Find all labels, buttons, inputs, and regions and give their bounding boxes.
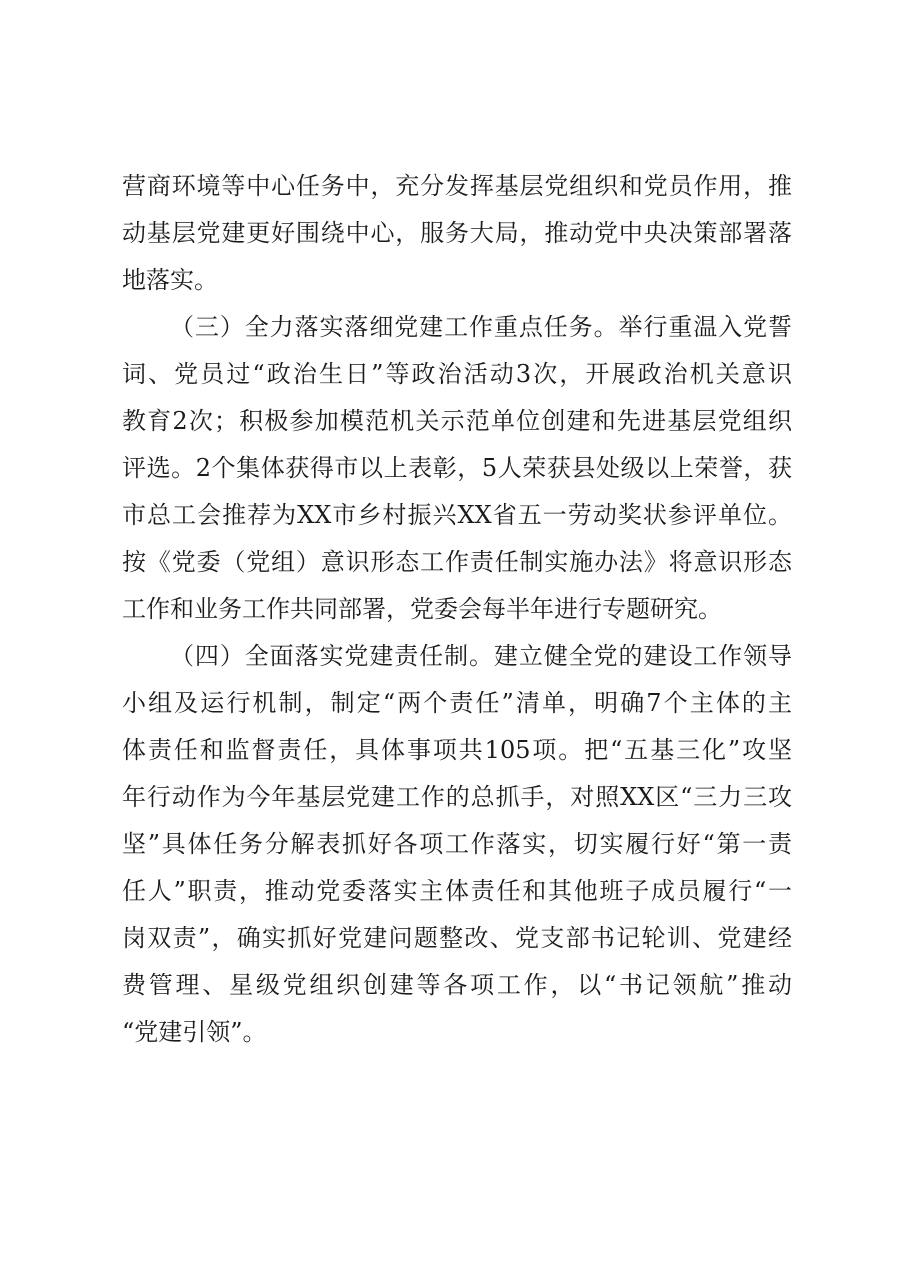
paragraph-1-line-3: 地落实。	[122, 266, 218, 294]
paragraph-3-line-7: 岗双责”，确实抓好党建问题整改、党支部书记轮训、党建经	[122, 924, 792, 952]
paragraph-3-line-5: 坚”具体任务分解表抓好各项工作落实，切实履行好“第一责	[122, 830, 792, 858]
paragraph-3-line-6: 任人”职责，推动党委落实主体责任和其他班子成员履行“一	[122, 877, 792, 905]
paragraph-2-line-7: 工作和业务工作共同部署，党委会每半年进行专题研究。	[122, 595, 722, 623]
document-body	[122, 163, 792, 1056]
paragraph-2-line-6: 按《党委（党组）意识形态工作责任制实施办法》将意识形态	[122, 548, 792, 576]
paragraph-2-line-2: 词、党员过“政治生日”等政治活动3次，开展政治机关意识	[122, 360, 792, 388]
paragraph-2-line-1: （三）全力落实落细党建工作重点任务。举行重温入党誓	[170, 313, 792, 341]
paragraph-3-line-1: （四）全面落实党建责任制。建立健全党的建设工作领导	[170, 642, 792, 670]
paragraph-3-line-9: “党建引领”。	[122, 1018, 267, 1046]
paragraph-1-line-1: 营商环境等中心任务中，充分发挥基层党组织和党员作用，推	[122, 172, 792, 200]
paragraph-3-line-8: 费管理、星级党组织创建等各项工作，以“书记领航”推动	[122, 971, 792, 999]
paragraph-3-line-4: 年行动作为今年基层党建工作的总抓手，对照XX区“三力三攻	[122, 783, 792, 811]
paragraph-3-line-3: 体责任和监督责任，具体事项共105项。把“五基三化”攻坚	[122, 736, 792, 764]
paragraph-2-line-5: 市总工会推荐为XX市乡村振兴XX省五一劳动奖状参评单位。	[122, 501, 792, 529]
paragraph-3-line-2: 小组及运行机制，制定“两个责任”清单，明确7个主体的主	[122, 689, 792, 717]
paragraph-2-line-3: 教育2次；积极参加模范机关示范单位创建和先进基层党组织	[122, 407, 792, 435]
paragraph-1-line-2: 动基层党建更好围绕中心，服务大局，推动党中央决策部署落	[122, 219, 792, 247]
paragraph-2-line-4: 评选。2个集体获得市以上表彰，5人荣获县处级以上荣誉，获	[122, 454, 792, 482]
